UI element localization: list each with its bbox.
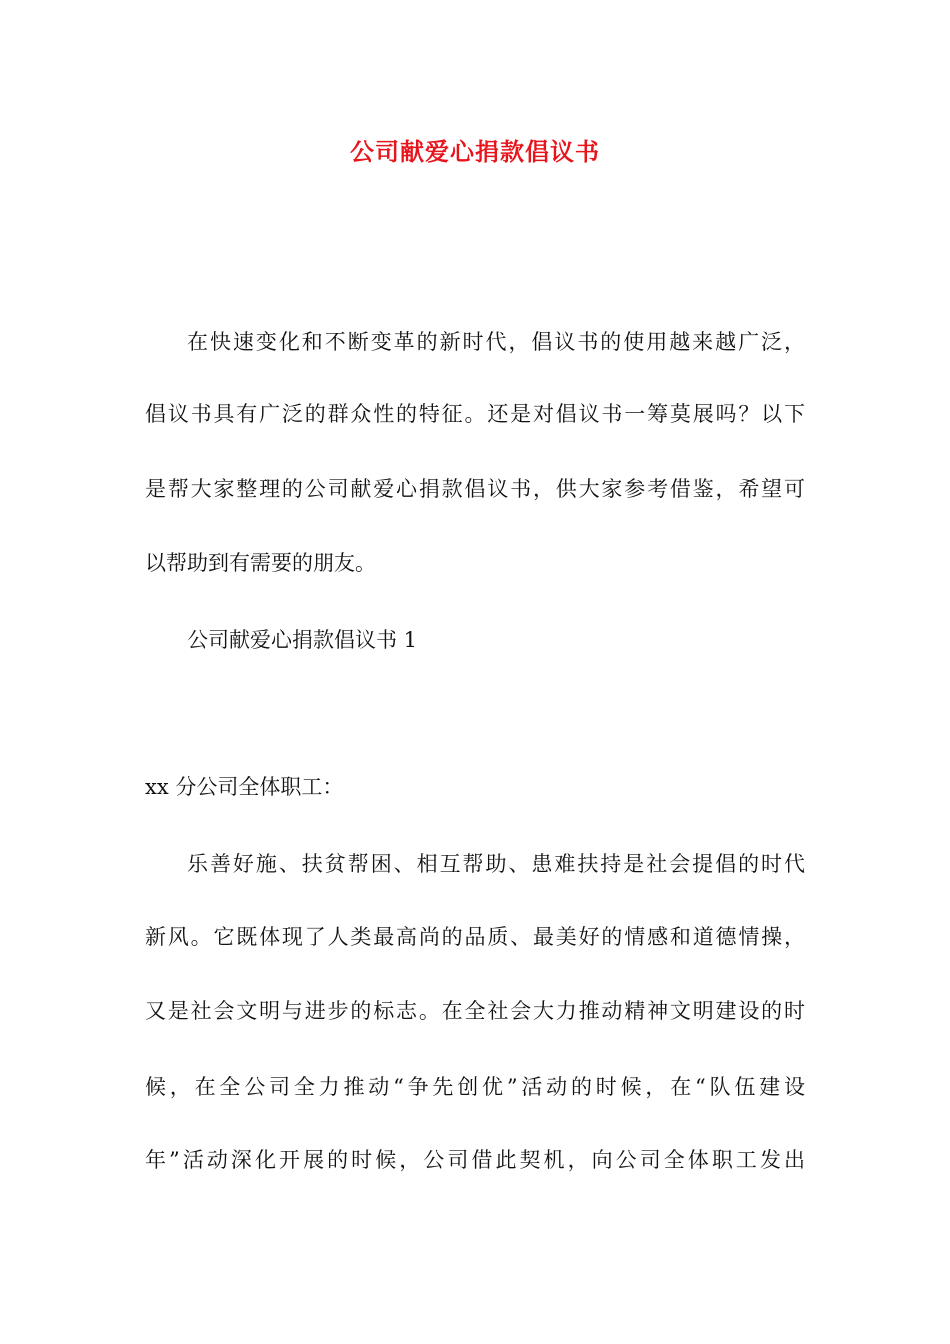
intro-line-1: 在快速变化和不断变革的新时代，倡议书的使用越来越广泛， [187,330,805,354]
body-line-4: 候，在全公司全力推动“争先创优”活动的时候，在“队伍建设 [145,1075,805,1099]
salutation: xx 分公司全体职工： [145,775,344,799]
section-heading: 公司献爱心捐款倡议书 1 [187,628,418,652]
intro-line-4: 以帮助到有需要的朋友。 [145,551,376,575]
body-line-2: 新风。它既体现了人类最高尚的品质、最美好的情感和道德情操， [145,925,805,949]
intro-line-3: 是帮大家整理的公司献爱心捐款倡议书，供大家参考借鉴，希望可 [145,477,805,501]
body-line-3: 又是社会文明与进步的标志。在全社会大力推动精神文明建设的时 [145,999,805,1023]
intro-line-2: 倡议书具有广泛的群众性的特征。还是对倡议书一筹莫展吗？以下 [145,402,805,426]
body-line-5: 年”活动深化开展的时候，公司借此契机，向公司全体职工发出 [145,1148,805,1172]
document-title: 公司献爱心捐款倡议书 [350,137,600,166]
body-line-1: 乐善好施、扶贫帮困、相互帮助、患难扶持是社会提倡的时代 [187,852,805,876]
